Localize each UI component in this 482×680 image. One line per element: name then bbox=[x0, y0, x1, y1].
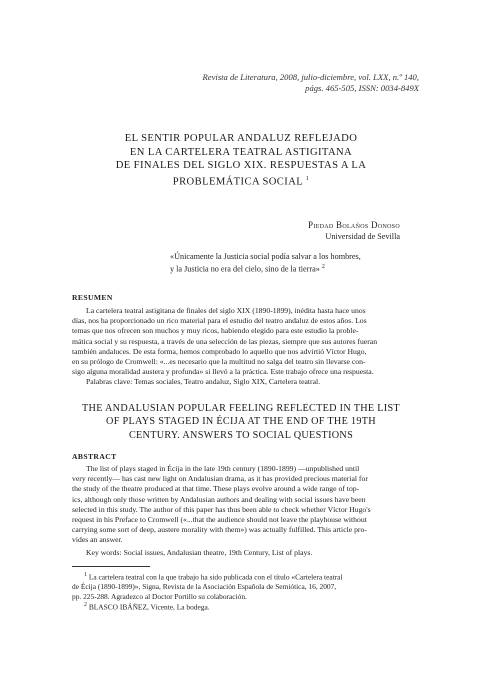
footnote-separator bbox=[72, 566, 150, 567]
article-title-spanish bbox=[40, 132, 442, 189]
abstract-line: selected in this study. The author of this paper has thus been able to check whether Víctor Hugo's bbox=[72, 504, 371, 514]
resumen-keywords bbox=[72, 377, 410, 387]
epigraph-line-2-wrap bbox=[170, 262, 400, 275]
resumen-keywords-text: Palabras clave: Temas sociales, Teatro andaluz, Siglo XIX, Cartelera teatral. bbox=[86, 377, 321, 386]
footnote-1-line-1-wrap bbox=[72, 571, 410, 582]
resumen-body bbox=[72, 306, 410, 377]
footnote-1 bbox=[72, 571, 410, 601]
article-title-english bbox=[40, 402, 442, 442]
abstract-body bbox=[72, 464, 410, 546]
footnote-2-line-1: BLASCO IBÁÑEZ, Vicente, La bodega. bbox=[88, 602, 210, 612]
epigraph-footnote-ref[interactable]: 2 bbox=[321, 264, 325, 270]
title-es-line-4 bbox=[40, 173, 442, 189]
author-block bbox=[308, 219, 400, 243]
abstract-line: very recently— has cast new light on Andalusian drama, as it has provided precious material for bbox=[72, 474, 368, 484]
title-footnote-ref[interactable]: 1 bbox=[305, 175, 310, 182]
abstract-line: The list of plays staged in Écija in the late 19th century (1890-1899) —unpublished until bbox=[86, 464, 360, 473]
resumen-line: sigo alguna moralidad austera y profunda» si llevó a la práctica. Este trabajo ofrece una respuesta. bbox=[72, 367, 374, 377]
title-en-line-1: THE ANDALUSIAN POPULAR FEELING REFLECTED IN THE LIST bbox=[82, 403, 400, 414]
abstract-line: request in his Preface to Cromwell («...that the audience should not leave the playhouse without bbox=[72, 515, 367, 525]
footnote-1-line-1: La cartelera teatral con la que trabajo ha sido publicada con el título «Cartelera teatral bbox=[88, 572, 343, 582]
resumen-line: mática social y su respuesta, a través de una selección de las piezas, siempre que sus autores fueran bbox=[72, 336, 378, 346]
author-affiliation: Universidad de Sevilla bbox=[325, 232, 400, 241]
footnote-1-mark: 1 bbox=[84, 572, 87, 578]
epigraph-line-1: «Únicamente la Justicia social podía salvar a los hombres, bbox=[170, 252, 361, 261]
abstract-line: ics, although only those written by Andalusian authors and dealing with social issues have been bbox=[72, 494, 366, 504]
footnote-2 bbox=[72, 601, 410, 612]
epigraph-line-2: y la Justicia no era del cielo, sino de la tierra» bbox=[170, 264, 320, 274]
footnote-2-mark: 2 bbox=[84, 602, 87, 608]
abstract-line: carrying some sort of deep, austere morality with them») was actually fulfilled. This article pro- bbox=[72, 525, 367, 535]
journal-line-2: págs. 465-505, ISSN: 0034-849X bbox=[305, 83, 419, 93]
journal-line-1: Revista de Literatura, 2008, julio-diciembre, vol. LXX, n.º 140, bbox=[202, 72, 419, 82]
title-en-line-2: OF PLAYS STAGED IN ÉCIJA AT THE END OF THE 19TH bbox=[106, 416, 376, 428]
footnote-1-line-2: de Écija (1890-1899)», Signa, Revista de la Asociación Española de Semiótica, 16, 2007, bbox=[72, 582, 337, 592]
resumen-heading: RESUMEN bbox=[72, 293, 113, 302]
abstract-line: vides an answer. bbox=[72, 535, 123, 545]
journal-citation bbox=[119, 72, 419, 94]
title-es-line-4-text: PROBLEMÁTICA SOCIAL bbox=[172, 176, 303, 188]
title-es-line-2: EN LA CARTELERA TEATRAL ASTIGITANA bbox=[129, 146, 353, 158]
resumen-line: La cartelera teatral astigitana de finales del siglo XIX (1890-1899), inédita hasta hace unos bbox=[86, 306, 366, 315]
abstract-heading: ABSTRACT bbox=[72, 452, 117, 461]
abstract-keywords-text: Key words: Social issues, Andalusian theatre, 19th Century, List of plays. bbox=[86, 548, 313, 557]
resumen-line: también andaluces. De esta forma, hemos comprobado lo aquello que nos advirtió Víctor Hugo, bbox=[72, 346, 367, 356]
abstract-line: the study of the theatre produced at that time. These plays evolve around a wide range of top- bbox=[72, 484, 360, 494]
abstract-keywords bbox=[72, 548, 410, 558]
footnote-2-line-1-wrap bbox=[72, 601, 410, 612]
resumen-line: días, nos ha proporcionado un rico material para el estudio del teatro andaluz de estos años. Los bbox=[72, 316, 367, 326]
epigraph bbox=[170, 251, 400, 275]
resumen-line: en su prólogo de Cromwell: «...es necesario que la multitud no salga del teatro sin llevarse con- bbox=[72, 357, 366, 367]
title-es-line-3: DE FINALES DEL SIGLO XIX. RESPUESTAS A LA bbox=[115, 160, 367, 172]
title-es-line-1: EL SENTIR POPULAR ANDALUZ REFLEJADO bbox=[124, 133, 358, 144]
author-name: Piedad Bolaños Donoso bbox=[308, 220, 400, 230]
footnote-1-line-3: pp. 225-288. Agradezco al Doctor Portillo su colaboración. bbox=[72, 591, 247, 601]
title-en-line-3: CENTURY. ANSWERS TO SOCIAL QUESTIONS bbox=[128, 429, 354, 441]
resumen-line: temas que nos ofrecen son muchos y muy ricos, habiendo elegido para este estudio la proble- bbox=[72, 326, 359, 336]
